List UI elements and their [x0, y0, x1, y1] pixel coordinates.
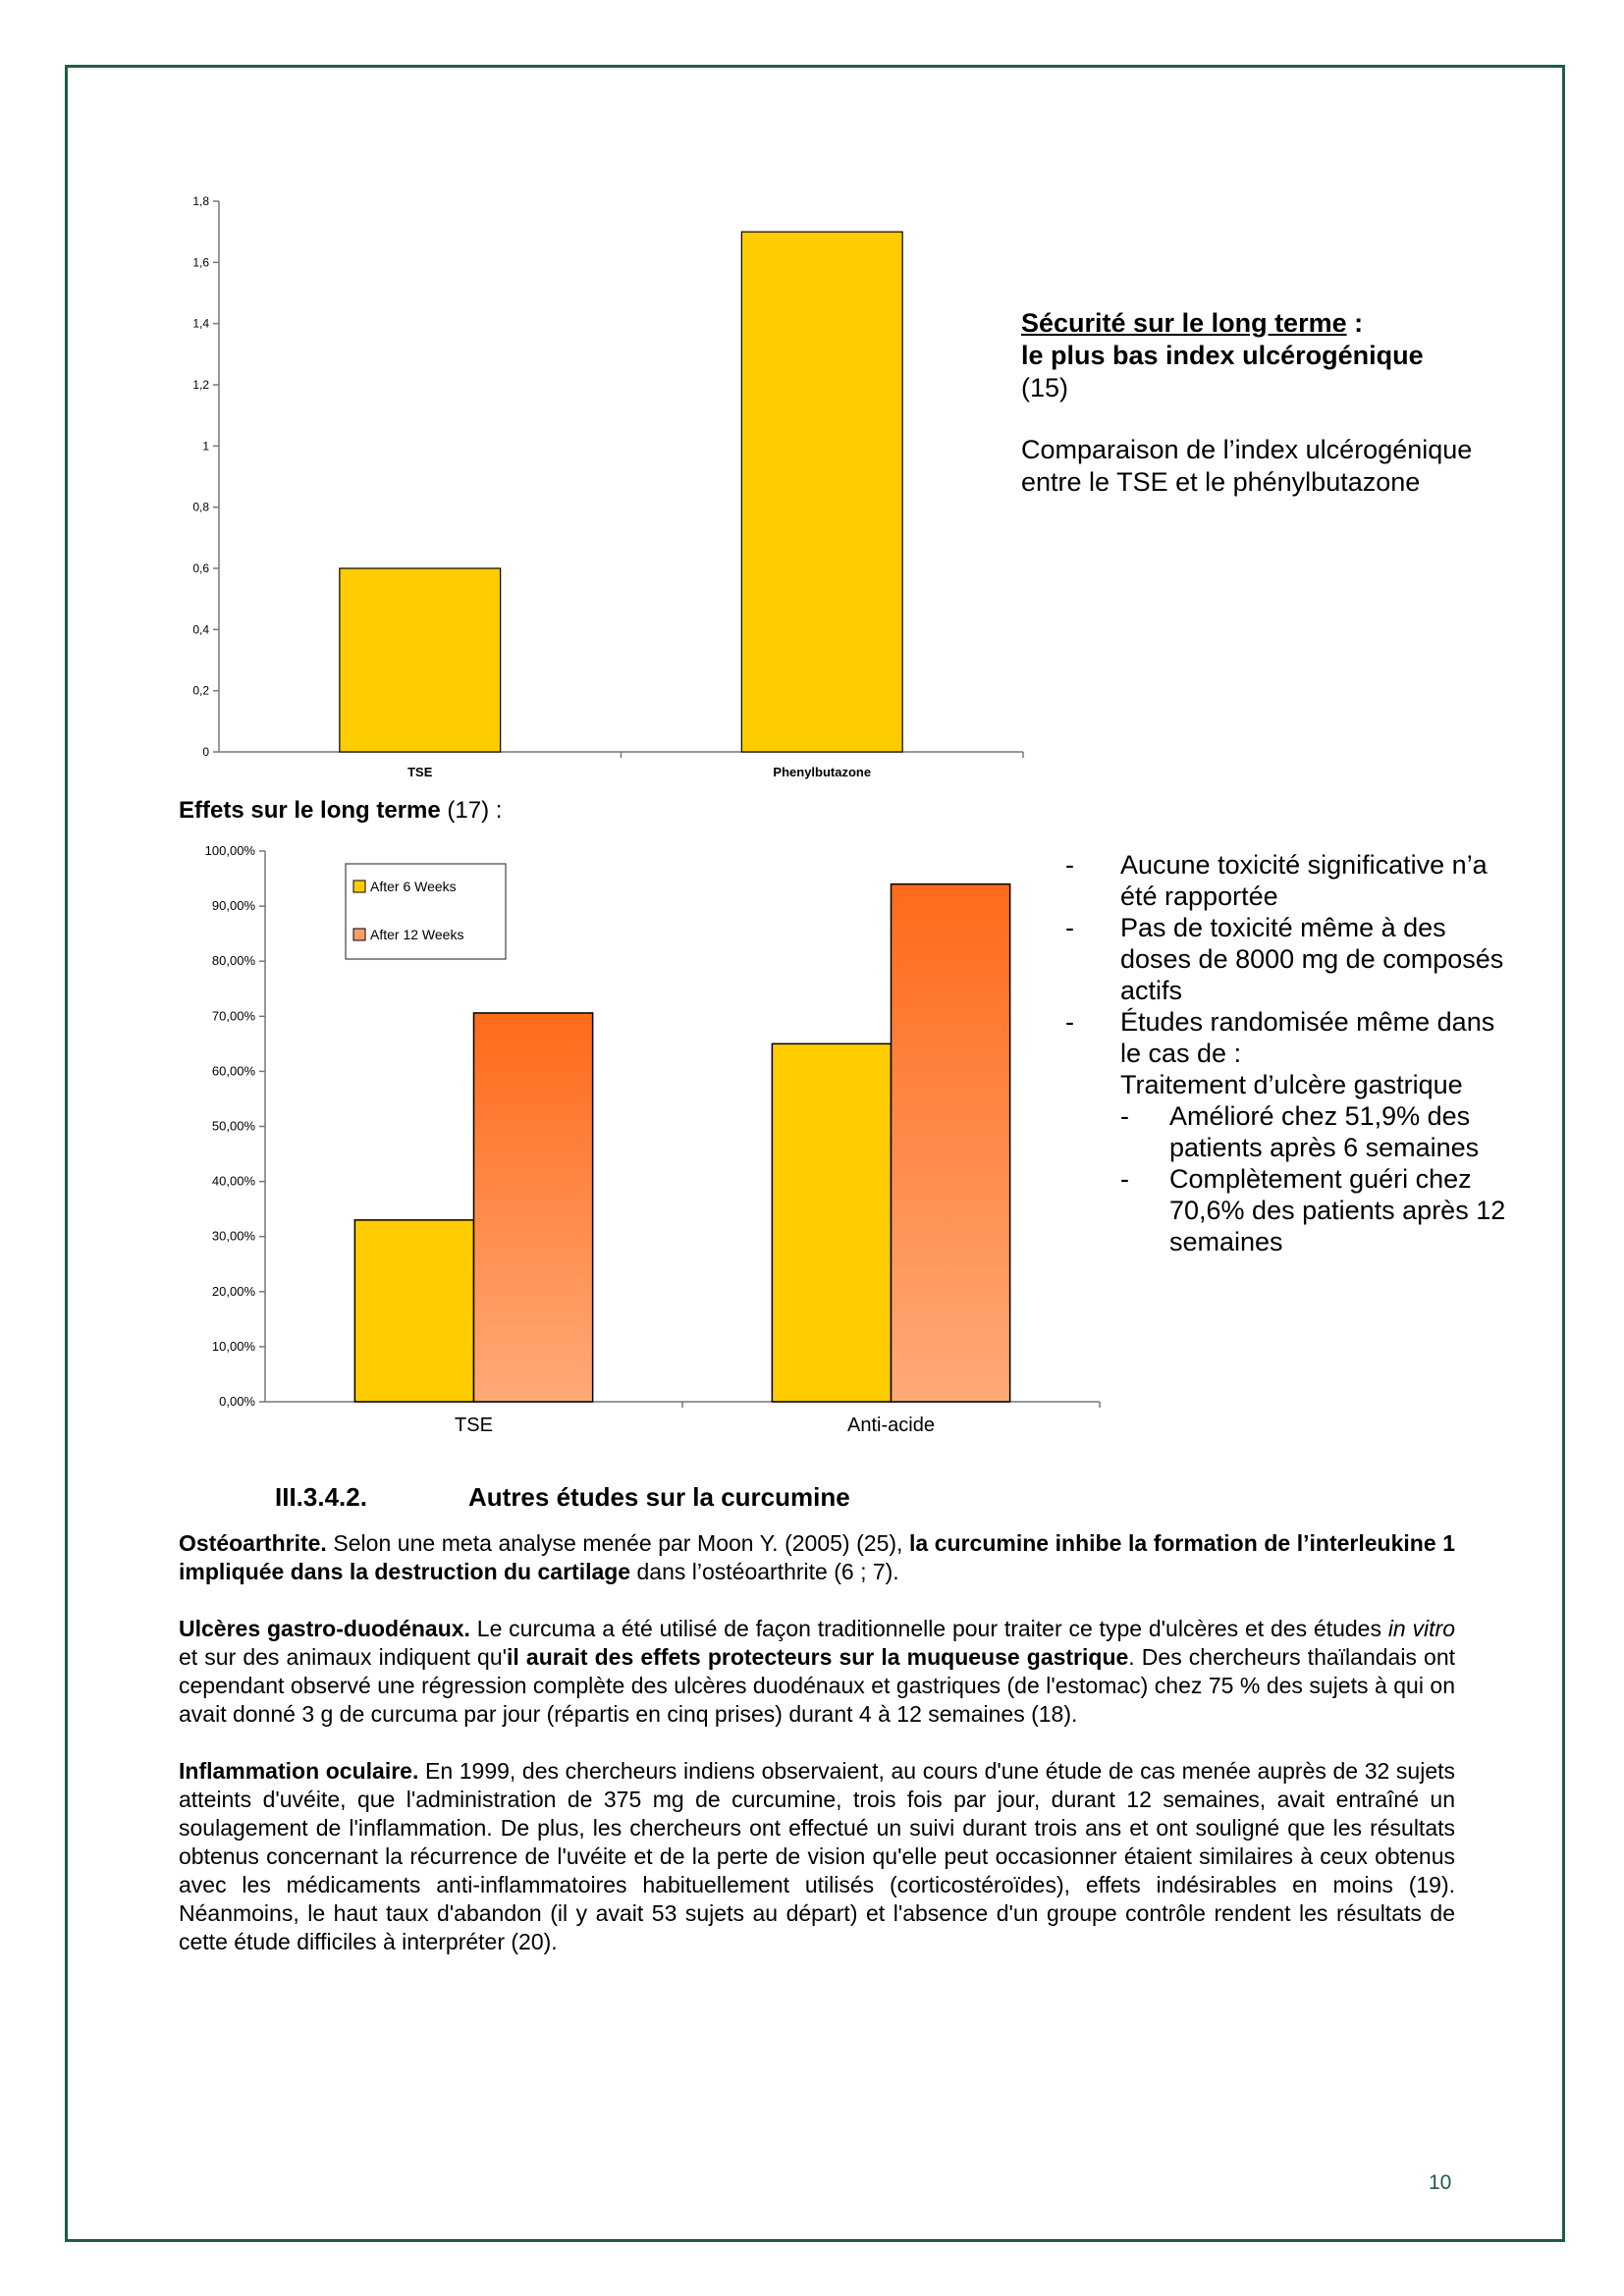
y-tick-label: 0	[202, 745, 209, 759]
body-text	[179, 1529, 1455, 1985]
bar	[354, 1220, 473, 1402]
y-tick-label: 0,6	[192, 561, 209, 575]
caption-description: Comparaison de l’index ulcérogénique entre le TSE et le phénylbutazone	[1021, 435, 1473, 497]
y-tick-label: 10,00%	[211, 1338, 255, 1354]
bullet-dash: -	[1120, 1164, 1129, 1194]
subitem-text: Complètement guéri chez 70,6% des patients après 12 semaines	[1169, 1164, 1506, 1256]
bullet-text: Aucune toxicité significative n’a été rapportée	[1120, 850, 1488, 911]
ulcerogenic-index-chart	[177, 187, 1041, 795]
paragraph-label: Ostéoarthrite.	[179, 1530, 327, 1556]
paragraph-text: dans l’ostéoarthrite (6 ; 7).	[630, 1559, 899, 1584]
bar	[741, 232, 902, 752]
y-tick-label: 90,00%	[211, 898, 255, 914]
bullet-dash: -	[1065, 913, 1074, 942]
paragraph-inflammation	[179, 1757, 1455, 1956]
y-tick-label: 80,00%	[211, 953, 255, 969]
y-tick-label: 40,00%	[211, 1173, 255, 1189]
paragraph-italic: in vitro	[1387, 1616, 1455, 1641]
list-item	[1065, 1006, 1517, 1257]
y-tick-label: 1,4	[192, 316, 209, 331]
legend-swatch	[353, 881, 365, 892]
bullet-text-line2: Traitement d’ulcère gastrique	[1120, 1070, 1463, 1099]
x-tick-label: TSE	[455, 1415, 493, 1436]
legend-label: After 12 Weeks	[370, 927, 464, 942]
page-number: 10	[1429, 2171, 1452, 2194]
bar	[474, 1013, 593, 1402]
section-heading	[275, 1482, 850, 1513]
y-tick-label: 1,6	[192, 255, 209, 270]
paragraph-text: Selon une meta analyse menée par Moon Y. (2005) (25),	[326, 1530, 909, 1556]
bullet-text: Études randomisée même dans le cas de :	[1120, 1007, 1495, 1068]
y-tick-label: 100,00%	[204, 843, 255, 858]
bar	[892, 884, 1010, 1402]
subitem-text: Amélioré chez 51,9% des patients après 6 semaines	[1169, 1101, 1480, 1162]
bar	[340, 568, 501, 752]
paragraph-text: Le curcuma a été utilisé de façon traditionnelle pour traiter ce type d'ulcères et des études	[469, 1616, 1388, 1641]
legend-swatch	[353, 929, 365, 940]
paragraph-ulceres	[179, 1615, 1455, 1729]
paragraph-osteoarthrite	[179, 1529, 1455, 1586]
chart1-caption	[1021, 307, 1492, 499]
list-subitem	[1120, 1163, 1517, 1257]
caption-title: Sécurité sur le long terme	[1021, 308, 1347, 338]
x-tick-label: Anti-acide	[847, 1415, 935, 1436]
paragraph-label: Ulcères gastro-duodénaux.	[179, 1616, 470, 1641]
section-number: III.3.4.2.	[275, 1482, 367, 1512]
list-item	[1065, 912, 1517, 1006]
y-tick-label: 60,00%	[211, 1063, 255, 1079]
caption-reference: (15)	[1021, 373, 1069, 402]
y-tick-label: 0,00%	[219, 1394, 255, 1409]
y-tick-label: 0,2	[192, 683, 209, 698]
effets-heading-bold: Effets sur le long terme	[179, 797, 441, 824]
y-tick-label: 1	[202, 439, 209, 454]
caption-title-colon: :	[1346, 308, 1364, 338]
y-tick-label: 70,00%	[211, 1008, 255, 1024]
paragraph-emphasis: il aurait des effets protecteurs sur la muqueuse gastrique	[507, 1644, 1129, 1670]
paragraph-label: Inflammation oculaire.	[179, 1758, 419, 1784]
long-term-effects-heading	[179, 797, 502, 825]
bullet-dash: -	[1065, 850, 1074, 880]
legend-label: After 6 Weeks	[370, 879, 457, 894]
long-term-effects-chart	[177, 834, 1119, 1463]
y-tick-label: 0,8	[192, 500, 209, 514]
section-title: Autres études sur la curcumine	[468, 1482, 850, 1512]
x-tick-label: TSE	[407, 765, 433, 779]
list-item	[1065, 849, 1517, 912]
effects-bullet-list	[1065, 849, 1517, 1257]
effets-heading-ref: (17) :	[440, 797, 503, 824]
bullet-dash: -	[1065, 1007, 1074, 1037]
list-subitem	[1120, 1100, 1517, 1163]
y-tick-label: 20,00%	[211, 1283, 255, 1299]
y-tick-label: 0,4	[192, 622, 209, 637]
caption-subtitle: le plus bas index ulcérogénique	[1021, 341, 1424, 370]
y-tick-label: 30,00%	[211, 1228, 255, 1244]
paragraph-text: et sur des animaux indiquent qu'	[179, 1644, 508, 1670]
bullet-text: Pas de toxicité même à des doses de 8000 mg de composés actifs	[1120, 913, 1504, 1005]
y-tick-label: 1,8	[192, 194, 209, 208]
paragraph-text: En 1999, des chercheurs indiens observaient, au cours d'une étude de cas menée auprès de 32 sujets atteints d'uvéite, que l'administration de 375 mg de curcumine, trois fois par jour, durant 12 semaines, avait entraîné un soulagement de l'inflammation. De plus, les chercheurs ont effectué un suivi durant trois ans et ont souligné que les résultats obtenus concernant la récurrence de l'uvéite et de la perte de vision qu'elle peut occasionner étaient similaires à ceux obtenus avec les médicaments anti-inflammatoires habituellement utilisés (corticostéroïdes), effets indésirables en moins (19). Néanmoins, le haut taux d'abandon (il y avait 53 sujets au départ) et l'absence d'un groupe contrôle rendent les résultats de cette étude difficiles à interpréter (20).	[179, 1758, 1456, 1954]
paragraph-emphasis: la curcumine inhibe la formation de l’interleukine 1 impliquée dans la destruction du cartilage	[179, 1530, 1455, 1584]
x-tick-label: Phenylbutazone	[773, 765, 872, 779]
bar	[772, 1043, 891, 1402]
paragraph-text: . Des chercheurs thaïlandais ont cependant observé une régression complète des ulcères duodénaux et gastriques (de l'estomac) chez 75 % des sujets à qui on avait donné 3 g de curcuma par jour (répartis en cinq prises) durant 4 à 12 semaines (18).	[179, 1644, 1456, 1727]
bullet-dash: -	[1120, 1101, 1129, 1131]
y-tick-label: 50,00%	[211, 1118, 255, 1134]
y-tick-label: 1,2	[192, 378, 209, 392]
